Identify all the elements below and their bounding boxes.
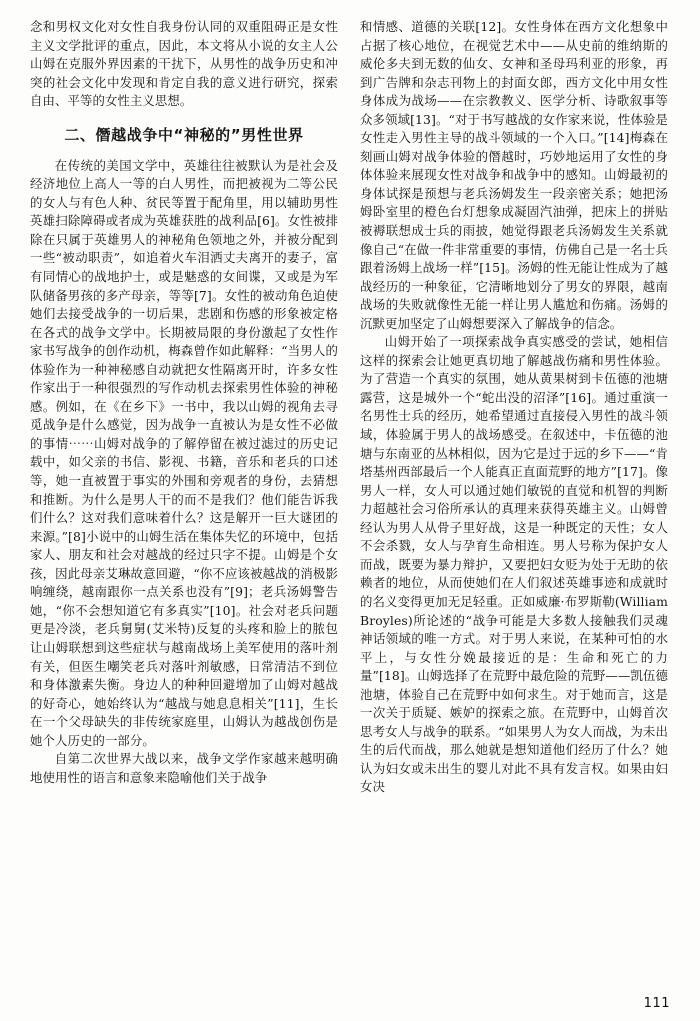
- section-heading: 二、僭越战争中“神秘的”男性世界: [64, 125, 304, 144]
- paragraph: 自第二次世界大战以来，战争文学作家越来越明确地使用性的语言和意象来隐喻他们关于战争: [30, 751, 338, 785]
- paragraph: 山姆开始了一项探索战争真实感受的尝试，她相信这样的探索会让她更真切地了解越战伤痛和男性体验。为了营造一个真实的氛围，她从黄果树到卡伍德的池塘露营，这是城外一个“蛇出没的沼泽”[16]。通过重演一名男性士兵的经历，她希望通过直接侵入男性的战斗领域，体验属于男人的战场感受。在叙述中，卡伍德的池塘与东南亚的丛林相似，因为它是过于远的乡下——“肯塔基州西部最后一个人能真正直面荒野的地方”[17]。像男人一样，女人可以通过她们敏锐的直觉和机智的判断力超越社会习俗所承认的真理来获得英雄主义。山姆曾经认为男人从骨子里好战，这是一种既定的天性；女人不会杀戮，女人与孕育生命相连。男人号称为保护女人而战，既要为暴力辩护，又要把妇女贬为处于无助的依赖者的地位，从而使她们在人们叙述英雄事迹和成就时的名义变得更加无足轻重。正如威廉·布罗斯勒(William Broyles)所论述的“战争可能是大多数人接触我们灵魂神话领域的唯一方式。对于男人来说，在某种可怕的水平上，与女性分娩最接近的是：生命和死亡的力量”[18]。山姆选择了在荒野中最危险的荒野——凯伍德池塘，体验自己在荒野中如何求生。对于她而言，这是一次关于质疑、嫉妒的探索之旅。在荒野中，山姆首次思考女人与战争的联系。“如果男人为女人而战，为未出生的后代而战，那么她就是想知道他们经历了什么？她认为妇女或未出生的婴儿对此不具有发言权。如果由妇女决: [360, 334, 668, 795]
- two-column-layout: [30, 18, 670, 978]
- left-column: [30, 18, 338, 978]
- paragraph: 念和男权文化对女性自我身份认同的双重阻碍正是女性主义文学批评的重点，因此，本文将从小说的女主人公山姆在克服外界因素的干扰下，从男性的战争历史和冲突的社会文化中发现和肯定自我的意义进行研究，探索自由、平等的女性主义思想。: [30, 19, 338, 109]
- page-number: 111: [643, 996, 670, 1011]
- paragraph: 在传统的美国文学中，英雄往往被默认为是社会及经济地位上高人一等的白人男性，而把被视为二等公民的女人与有色人种、贫民等置于配角里，用以辅助男性英雄扫除障碍或者成为英雄获胜的战利品[6]。女性被排除在只属于英雄男人的神秘角色领地之外，并被分配到一些“被动职责”，如追着火车泪洒丈夫离开的妻子，富有同情心的战地护士，或是魅惑的女间谍，又或是为军队储备男孩的多产母亲，等等[7]。女性的被动角色迫使她们去接受战争的一切后果，悲剧和伤感的形象被定格在各式的战争文学中。长期被局限的身份激起了女性作家书写战争的创作动机，梅森曾作如此解释：“当男人的体验作为一种神秘感自动就把女性隔离开时，许多女性作家出于一种很强烈的写作动机去探索男性体验的神秘感。例如，在《在乡下》一书中，我以山姆的视角去寻觅战争是什么感觉，因为战争一直被认为是女性不必做的事情⋯⋯山姆对战争的了解停留在被过滤过的历史记载中，如父亲的书信、影视、书籍，音乐和老兵的口述等，她一直被置于事实的外围和旁观者的身份，去猜想和推断。为什么是男人干的而不是我们？他们能告诉我们什么？这对我们意味着什么？这是解开一巨大谜团的来源。”[8]小说中的山姆生活在集体失忆的环境中，包括家人、朋友和社会对越战的经过只字不提。山姆是个女孩，因此母亲艾琳故意回避，“你不应该被越战的消极影响缠绕，越南跟你一点关系也没有”[9]；老兵汤姆警告她，“你不会想知道它有多真实”[10]。社会对老兵问题更是冷淡，老兵舅舅(艾米特)反复的头疼和脸上的脓包让山姆联想到这些症状与越南战场上美军使用的落叶剂有关，但医生嘲笑老兵对落叶剂敏感，日常清洁不到位和身体激素失衡。身边人的种种回避增加了山姆对越战的好奇心，她始终认为“越战与她息息相关”[11]，生长在一个父母缺失的非传统家庭里，山姆认为越战创伤是她个人历史的一部分。: [30, 157, 338, 748]
- right-column: [360, 18, 668, 978]
- paragraph: 和情感、道德的关联[12]。女性身体在西方文化想象中占据了核心地位，在视觉艺术中——从史前的维纳斯的威伦多夫到无数的仙女、女神和圣母玛利亚的形象，再到广告牌和杂志刊物上的封面女郎，西方文化中用女性身体成为战场——在宗教教义、医学分析、诗歌叙事等众多领域[13]。“对于书写越战的女作家来说，性体验是女性走入男性主导的战斗领域的一个入口。”[14]梅森在刻画山姆对战争体验的僭越时，巧妙地运用了女性的身体体验来展现女性对战争和战争中的感知。山姆最初的身体试探是预想与老兵汤姆发生一段亲密关系；她把汤姆卧室里的橙色台灯想象成凝固汽油弹，把床上的拼贴被褥联想成士兵的雨披，她觉得跟老兵汤姆发生关系就像自己“在做一件非常重要的事情，仿佛自己是一名士兵跟着汤姆上战场一样”[15]。汤姆的性无能让性成为了越战经历的一种象征，它清晰地划分了男女的界限，越南战场的失败就像性无能一样让男人尴尬和伤痛。汤姆的沉默更加坚定了山姆想要深入了解战争的信念。: [360, 19, 668, 331]
